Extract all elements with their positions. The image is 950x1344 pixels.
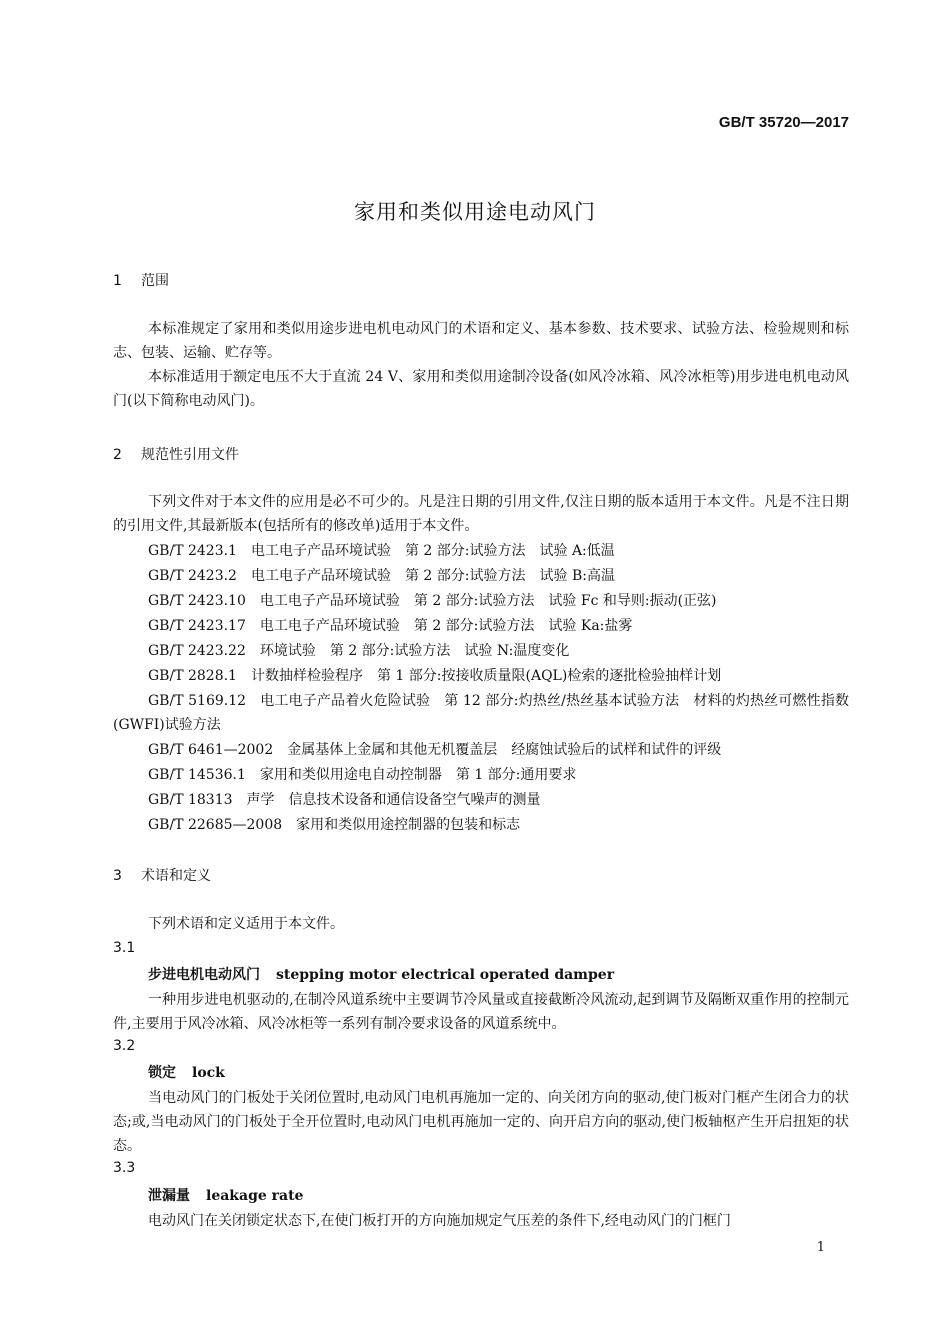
reference-code: GB/T 6461—2002 (148, 742, 274, 758)
section-title: 范围 (141, 273, 169, 289)
reference-item (148, 788, 541, 812)
term-definition (113, 988, 849, 1036)
reference-item (148, 813, 520, 837)
reference-item (148, 539, 615, 563)
reference-title: 信息技术设备和通信设备空气噪声的测量 (288, 792, 541, 808)
reference-item (148, 589, 717, 613)
reference-code: GB/T 2423.2 (148, 568, 237, 584)
section-title: 规范性引用文件 (141, 447, 239, 463)
section-number: 2 (113, 447, 122, 463)
paragraph: 本标准适用于额定电压不大于直流 24 V、家用和类似用途制冷设备(如风冷冰箱、风冷冰柜等)用步进电机电动风门(以下简称电动风门)。 (113, 369, 849, 409)
term-zh: 泄漏量 (148, 1188, 190, 1204)
reference-title: 电工电子产品着火危险试验 (260, 693, 431, 709)
term-zh: 锁定 (148, 1065, 176, 1081)
reference-code: GB/T 5169.12 (148, 693, 247, 709)
term-number: 3.2 (113, 1038, 136, 1054)
reference-title: 第 12 部分:灼热丝/热丝基本试验方法 (444, 693, 680, 709)
term-number: 3.1 (113, 940, 136, 956)
reference-title: 试验 Ka:盐雾 (548, 618, 633, 634)
reference-title: 家用和类似用途控制器的包装和标志 (296, 817, 521, 833)
reference-title: 试验 A:低温 (539, 543, 615, 559)
reference-code: GB/T 2828.1 (148, 668, 237, 684)
reference-title: 第 2 部分:试验方法 (413, 618, 535, 634)
reference-code: GB/T 2423.22 (148, 643, 246, 659)
reference-code: GB/T 14536.1 (148, 767, 246, 783)
reference-title: 第 2 部分:试验方法 (404, 568, 526, 584)
document-title: 家用和类似用途电动风门 (354, 200, 596, 224)
reference-title: 环境试验 (259, 643, 316, 659)
reference-title: 第 2 部分:试验方法 (413, 593, 535, 609)
reference-code: GB/T 18313 (148, 792, 233, 808)
paragraph: 当电动风门的门板处于关闭位置时,电动风门电机再施加一定的、向关闭方向的驱动,使门板对门框产生闭合力的状态;或,当电动风门的门板处于全开位置时,电动风门电机再施加一定的、向开启方向的驱动,使门板轴枢产生开启扭矩的状态。 (113, 1090, 849, 1154)
section-2-intro (113, 490, 849, 538)
standard-number: GB/T 35720—2017 (718, 114, 849, 131)
section-3-intro: 下列术语和定义适用于本文件。 (148, 916, 344, 932)
reference-title: 第 1 部分:通用要求 (455, 767, 577, 783)
section-title: 术语和定义 (141, 868, 211, 884)
reference-item (148, 614, 632, 638)
reference-item (148, 639, 569, 663)
paragraph: 一种用步进电机驱动的,在制冷风道系统中主要调节冷风量或直接截断冷风流动,起到调节及隔断双重作用的控制元件,主要用于风冷冰箱、风冷冰柜等一系列有制冷要求设备的风道系统中。 (113, 992, 849, 1032)
reference-title: 金属基体上金属和其他无机覆盖层 (287, 742, 498, 758)
reference-code: GB/T 22685—2008 (148, 817, 283, 833)
section-number: 1 (113, 273, 122, 289)
term-heading (148, 1062, 225, 1082)
term-zh: 步进电机电动风门 (148, 967, 260, 983)
reference-code: GB/T 2423.1 (148, 543, 237, 559)
term-definition (113, 1086, 849, 1158)
section-number: 3 (113, 868, 122, 884)
reference-item (148, 664, 721, 688)
reference-item (148, 763, 576, 787)
section-1-body (113, 317, 849, 413)
reference-title: 试验 Fc 和导则:振动(正弦) (548, 593, 717, 609)
term-definition (113, 1209, 849, 1233)
reference-title: 家用和类似用途电自动控制器 (259, 767, 442, 783)
reference-title: 材料的灼热丝可燃性指数(GWFI)试验方法 (113, 693, 850, 733)
term-en: lock (192, 1065, 225, 1081)
reference-title: 第 2 部分:试验方法 (404, 543, 526, 559)
reference-title: 电工电子产品环境试验 (259, 593, 400, 609)
term-heading (148, 964, 614, 984)
section-3-heading (113, 865, 211, 885)
term-en: leakage rate (206, 1188, 304, 1204)
reference-title: 计数抽样检验程序 (250, 668, 363, 684)
term-heading (148, 1185, 303, 1205)
section-2-heading (113, 444, 239, 464)
reference-item (148, 564, 615, 588)
reference-item-wrapped (113, 689, 849, 737)
section-1-heading (113, 270, 169, 290)
term-number: 3.3 (113, 1160, 136, 1176)
reference-code: GB/T 2423.10 (148, 593, 246, 609)
reference-title: 电工电子产品环境试验 (259, 618, 400, 634)
reference-title: 电工电子产品环境试验 (250, 543, 391, 559)
term-en: stepping motor electrical operated damper (276, 967, 615, 983)
reference-title: 试验 B:高温 (539, 568, 615, 584)
reference-title: 第 2 部分:试验方法 (329, 643, 451, 659)
page-number: 1 (816, 1240, 825, 1255)
reference-code: GB/T 2423.17 (148, 618, 246, 634)
reference-title: 声学 (246, 792, 275, 808)
reference-text (113, 689, 849, 737)
paragraph: 电动风门在关闭锁定状态下,在使门板打开的方向施加规定气压差的条件下,经电动风门的门框门 (148, 1213, 731, 1229)
reference-title: 经腐蚀试验后的试样和试件的评级 (511, 742, 722, 758)
reference-item (148, 738, 721, 762)
reference-title: 试验 N:温度变化 (464, 643, 570, 659)
paragraph: 下列文件对于本文件的应用是必不可少的。凡是注日期的引用文件,仅注日期的版本适用于本文件。凡是不注日期的引用文件,其最新版本(包括所有的修改单)适用于本文件。 (113, 494, 849, 534)
reference-title: 电工电子产品环境试验 (250, 568, 391, 584)
paragraph: 本标准规定了家用和类似用途步进电机电动风门的术语和定义、基本参数、技术要求、试验方法、检验规则和标志、包装、运输、贮存等。 (113, 321, 849, 361)
reference-title: 第 1 部分:按接收质量限(AQL)检索的逐批检验抽样计划 (376, 668, 722, 684)
